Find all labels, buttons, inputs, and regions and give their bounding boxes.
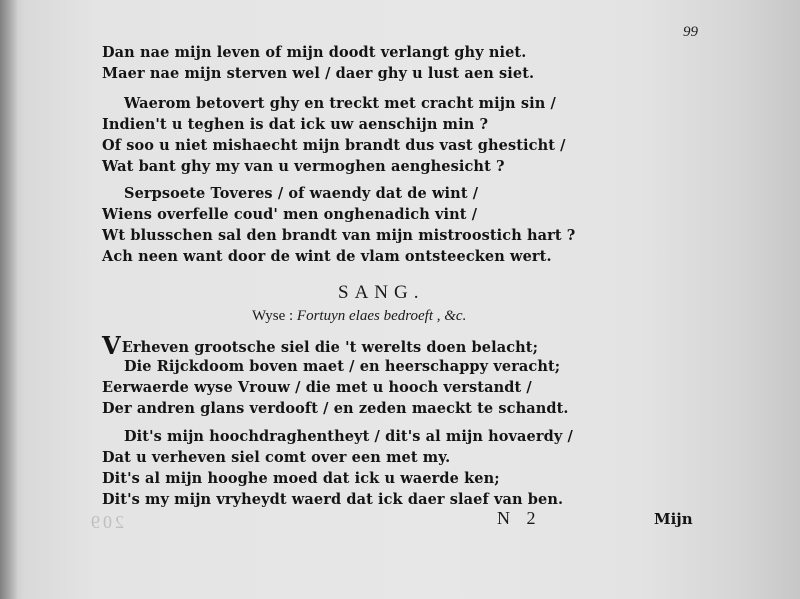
stanza-2 [102, 93, 622, 177]
verse-line: Wat bant ghy my van u vermoghen aenghesicht ? [102, 158, 505, 175]
tune-line [252, 308, 466, 325]
verse-line: Wt blusschen sal den brandt van mijn mistroostich hart ? [102, 227, 576, 244]
verse-line: Dit's mijn hoochdraghentheyt / dit's al mijn hovaerdy / [124, 428, 573, 445]
stanza-3 [102, 183, 622, 267]
verse-line: Dit's my mijn vryheydt waerd dat ick daer slaef van ben. [102, 491, 564, 508]
verse-line: Serpsoete Toveres / of waendy dat de wint / [124, 185, 479, 202]
verse-line: Indien't u teghen is dat ick uw aenschijn min ? [102, 116, 489, 133]
stanza-1 [102, 42, 622, 84]
verse-line: Of soo u niet mishaecht mijn brandt dus vast ghesticht / [102, 137, 566, 154]
verse-line: Dit's al mijn hooghe moed dat ick u waerde ken; [102, 470, 500, 487]
gutter-shadow [0, 0, 18, 599]
verse-line: Dat u verheven siel comt over een met my. [102, 449, 451, 466]
verse-line: Ach neen want door de wint de vlam ontsteecken wert. [102, 248, 552, 265]
drop-cap: V [102, 331, 121, 360]
verse-line: Eerwaerde wyse Vrouw / die met u hooch verstandt / [102, 379, 532, 396]
first-line-rest: Erheven grootsche siel die 't werelts doen belacht; [121, 339, 539, 356]
stanza-4 [102, 331, 622, 419]
tune-label: Wyse : [252, 308, 294, 324]
verse-line: Waerom betovert ghy en treckt met cracht mijn sin / [124, 95, 556, 112]
signature-mark: N 2 [497, 508, 542, 528]
catchword: Mijn [654, 510, 693, 528]
verse-line-first [102, 331, 622, 360]
verse-line: Maer nae mijn sterven wel / daer ghy u lust aen siet. [102, 65, 535, 82]
verse-line: Der andren glans verdooft / en zeden maeckt te schandt. [102, 400, 569, 417]
stanza-5 [102, 426, 622, 510]
faded-stamp: 209 [88, 512, 124, 532]
verse-line: Dan nae mijn leven of mijn doodt verlangt ghy niet. [102, 44, 527, 61]
verse-line: Wiens overfelle coud' men onghenadich vint / [102, 206, 478, 223]
song-title: SANG. [338, 282, 425, 303]
verse-line: Die Rijckdoom boven maet / en heerschappy veracht; [124, 358, 561, 375]
tune-name: Fortuyn elaes bedroeft , &c. [296, 308, 467, 324]
page-number: 99 [683, 24, 698, 40]
